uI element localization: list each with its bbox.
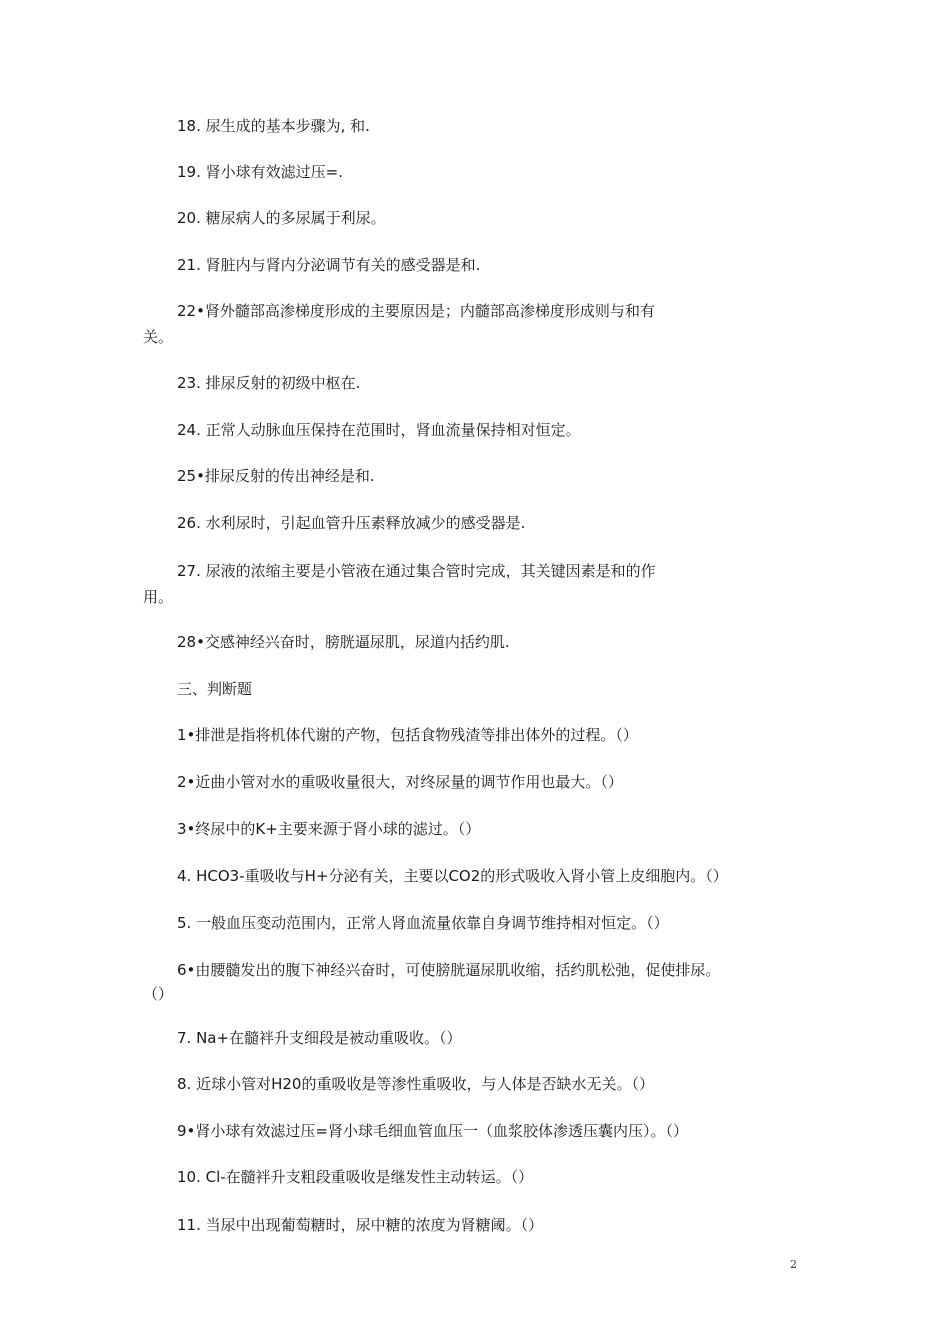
- question-18: 18. 尿生成的基本步骤为, 和.: [177, 117, 370, 135]
- question-25: 25•排尿反射的传出神经是和.: [177, 467, 375, 485]
- tf-7: 7. Na+在髓袢升支细段是被动重吸收。（）: [177, 1029, 462, 1047]
- question-22: 22•肾外髓部高渗梯度形成的主要原因是；内髓部高渗梯度形成则与和有: [177, 302, 655, 320]
- page-number: 2: [790, 1258, 797, 1271]
- tf-2: 2•近曲小管对水的重吸收量很大，对终尿量的调节作用也最大。（）: [177, 773, 623, 791]
- question-27-cont: 用。: [143, 588, 174, 606]
- question-26: 26. 水利尿时，引起血管升压素释放减少的感受器是.: [177, 514, 526, 532]
- question-22-cont: 关。: [143, 328, 174, 346]
- tf-6: 6•由腰髓发出的腹下神经兴奋时，可使膀胱逼尿肌收缩，括约肌松弛，促使排尿。: [177, 961, 721, 979]
- tf-9: 9•肾小球有效滤过压=肾小球毛细血管血压一（血浆胶体渗透压囊内压）。（）: [177, 1122, 688, 1140]
- question-23: 23. 排尿反射的初级中枢在.: [177, 374, 361, 392]
- tf-11: 11. 当尿中出现葡萄糖时，尿中糖的浓度为肾糖阈。（）: [177, 1216, 544, 1234]
- tf-5: 5. 一般血压变动范围内，正常人肾血流量依靠自身调节维持相对恒定。（）: [177, 914, 669, 932]
- question-20: 20. 糖尿病人的多尿属于利尿。: [177, 209, 386, 227]
- tf-3: 3•终尿中的K+主要来源于肾小球的滤过。（）: [177, 820, 481, 838]
- question-24: 24. 正常人动脉血压保持在范围时，肾血流量保持相对恒定。: [177, 421, 581, 439]
- tf-4: 4. HCO3-重吸收与H+分泌有关，主要以CO2的形式吸收入肾小管上皮细胞内。（）: [177, 867, 728, 885]
- question-21: 21. 肾脏内与肾内分泌调节有关的感受器是和.: [177, 256, 481, 274]
- question-28: 28•交感神经兴奋时，膀胱逼尿肌，尿道内括约肌.: [177, 633, 510, 651]
- question-19: 19. 肾小球有效滤过压=.: [177, 163, 343, 181]
- question-27: 27. 尿液的浓缩主要是小管液在通过集合管时完成，其关键因素是和的作: [177, 562, 656, 580]
- section-heading: 三、判断题: [177, 680, 253, 698]
- tf-10: 10. Cl-在髓袢升支粗段重吸收是继发性主动转运。（）: [177, 1168, 534, 1186]
- tf-8: 8. 近球小管对H20的重吸收是等渗性重吸收，与人体是否缺水无关。（）: [177, 1075, 654, 1093]
- tf-6-cont: （）: [143, 985, 174, 1003]
- tf-1: 1•排泄是指将机体代谢的产物，包括食物残渣等排出体外的过程。（）: [177, 726, 638, 744]
